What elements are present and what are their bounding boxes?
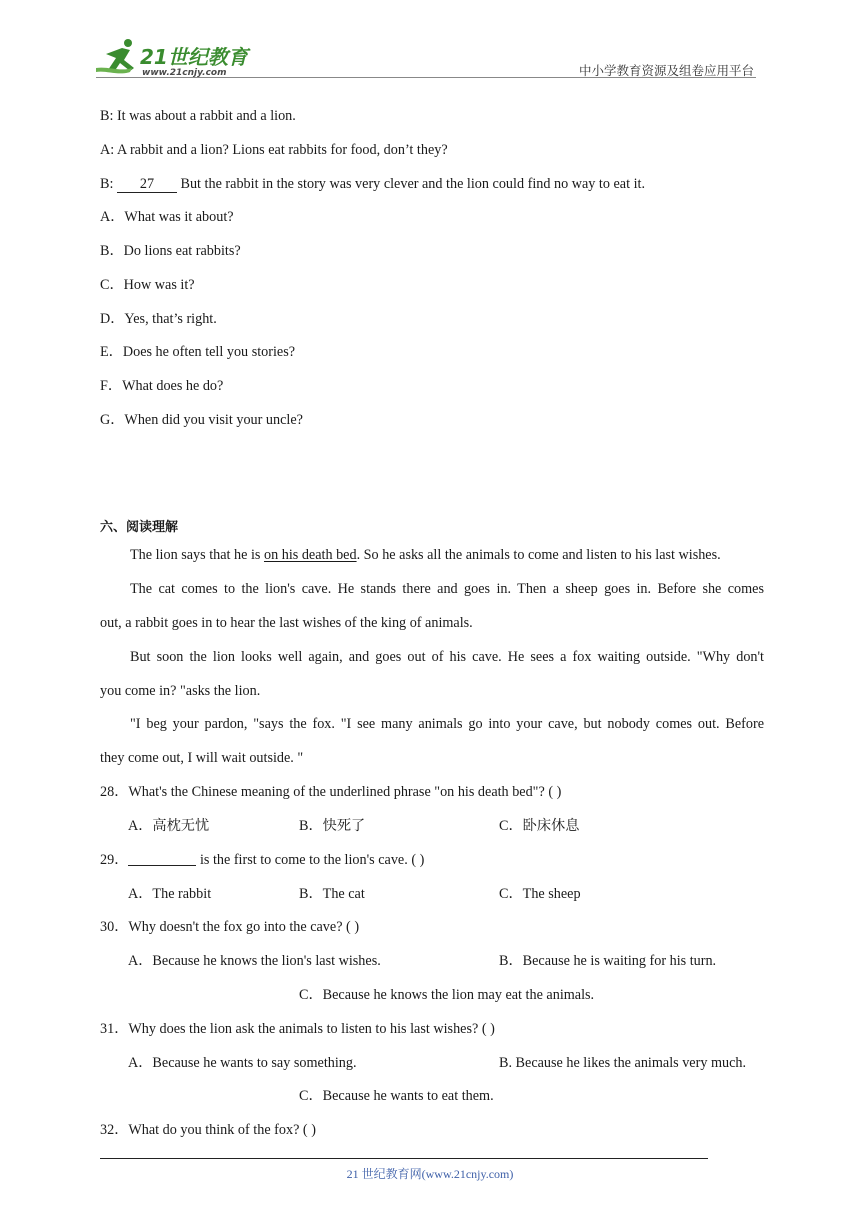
section-title: 六、阅读理解 [100, 520, 179, 535]
footer-link-text[interactable]: 21 世纪教育网(www.21cnjy.com) [346, 1167, 514, 1181]
question-29-option-c: C．The sheep [499, 886, 581, 902]
question-28-option-b: B．快死了 [299, 818, 366, 834]
dialogue-line-3 [100, 175, 645, 193]
underlined-phrase: on his death bed [263, 547, 357, 563]
option-b: B．Do lions eat rabbits? [100, 243, 241, 259]
header-platform-text: 中小学教育资源及组卷应用平台 [578, 64, 754, 78]
option-e: E．Does he often tell you stories? [100, 344, 296, 360]
passage-para-2-line-1: The cat comes to the lion's cave. He stands there and goes in. Then a sheep goes in. Before she comes [130, 581, 764, 597]
question-30-option-a: A．Because he knows the lion's last wishes. [128, 953, 381, 969]
dialogue-line-3-suffix: But the rabbit in the story was very clever and the lion could find no way to eat it. [176, 176, 646, 192]
para-1-text-post: . So he asks all the animals to come and listen to his last wishes. [356, 547, 721, 563]
question-29-stem-rest: is the first to come to the lion's cave. ( ) [196, 852, 425, 868]
dialogue-line-2: A: A rabbit and a lion? Lions eat rabbits for food, don’t they? [100, 142, 448, 158]
footer-divider [100, 1158, 708, 1159]
footer-link[interactable] [100, 1165, 760, 1182]
question-29-stem [100, 851, 424, 869]
question-30-option-b: B．Because he is waiting for his turn. [499, 953, 717, 969]
passage-para-3-line-2: you come in? "asks the lion. [100, 683, 261, 699]
passage-para-4-line-2: they come out, I will wait outside. " [100, 750, 304, 766]
passage-para-3-line-1: But soon the lion looks well again, and goes out of his cave. He sees a fox waiting outside. "Why don't [130, 649, 764, 665]
option-a: A．What was it about? [100, 209, 234, 225]
question-30-option-c: C．Because he knows the lion may eat the animals. [299, 987, 595, 1003]
runner-icon [96, 39, 134, 73]
logo-url: www.21cnjy.com [142, 68, 227, 78]
question-28-option-a: A．高枕无忧 [128, 818, 210, 834]
dialogue-line-1: B: It was about a rabbit and a lion. [100, 108, 296, 124]
question-31-stem: 31．Why does the lion ask the animals to listen to his last wishes? ( ) [100, 1021, 495, 1037]
header-divider [96, 77, 756, 78]
dialogue-line-3-prefix: B: [100, 176, 117, 192]
question-28-option-c: C．卧床休息 [499, 818, 580, 834]
blank-27: 27 [117, 177, 177, 193]
option-c: C．How was it? [100, 277, 195, 293]
option-f: F．What does he do? [100, 378, 224, 394]
question-31-option-b: B. Because he likes the animals very much. [499, 1055, 747, 1071]
question-31-option-c: C．Because he wants to eat them. [299, 1088, 494, 1104]
passage-para-1 [130, 546, 721, 564]
question-29-number: 29． [100, 852, 129, 868]
logo-text: 21世纪教育 [140, 45, 248, 69]
question-28-stem: 28．What's the Chinese meaning of the underlined phrase "on his death bed"? ( ) [100, 784, 562, 800]
option-g: G．When did you visit your uncle? [100, 412, 303, 428]
passage-para-2-line-2: out, a rabbit goes in to hear the last wishes of the king of animals. [100, 615, 473, 631]
option-d: D．Yes, that’s right. [100, 311, 217, 327]
question-29-option-a: A．The rabbit [128, 886, 212, 902]
blank-29 [128, 851, 196, 866]
question-31-option-a: A．Because he wants to say something. [128, 1055, 357, 1071]
question-30-stem: 30．Why doesn't the fox go into the cave? ( ) [100, 919, 360, 935]
site-logo [94, 38, 264, 78]
question-32-stem: 32．What do you think of the fox? ( ) [100, 1122, 316, 1138]
para-1-text-pre: The lion says that he is [130, 547, 264, 563]
passage-para-4-line-1: "I beg your pardon, "says the fox. "I see many animals go into your cave, but nobody comes out. Before [130, 716, 764, 732]
question-29-option-b: B．The cat [299, 886, 365, 902]
